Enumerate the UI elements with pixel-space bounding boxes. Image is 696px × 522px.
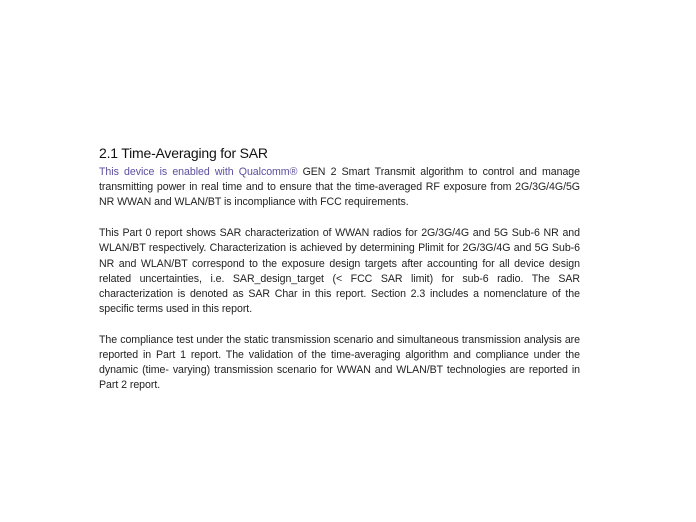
section-heading: 2.1 Time-Averaging for SAR	[99, 145, 268, 161]
paragraph-characterization: This Part 0 report shows SAR characterization of WWAN radios for 2G/3G/4G and 5G Sub-6 NR and WLAN/BT respectively. Characterization is achieved by determining Plimit for 2G/3G/4G and 5G Sub-6 NR and WLAN/BT correspond to the exposure design targets after accounting for all device design related uncertainties, i.e. SAR_design_target (< FCC SAR limit) for sub-6 radio. The SAR characterization is denoted as SAR Char in this report. Section 2.3 includes a nomenclature of the specific terms used in this report.	[99, 227, 580, 316]
paragraph-compliance: The compliance test under the static transmission scenario and simultaneous transmission analysis are reported in Part 1 report. The validation of the time-averaging algorithm and compliance under the dynamic (time- varying) transmission scenario for WWAN and WLAN/BT technologies are reported in Part 2 report.	[99, 333, 580, 392]
section-content	[99, 144, 580, 394]
paragraph-intro-rest: GEN 2 Smart Transmit algorithm to control and manage transmitting power in real time and to ensure that the time-averaged RF exposure from 2G/3G/4G/5G NR WWAN and WLAN/BT is incompliance with FCC requirements.	[99, 166, 580, 209]
paragraph-intro	[99, 165, 580, 211]
paragraph-intro-lead: This device is enabled with Qualcomm®	[99, 166, 303, 178]
